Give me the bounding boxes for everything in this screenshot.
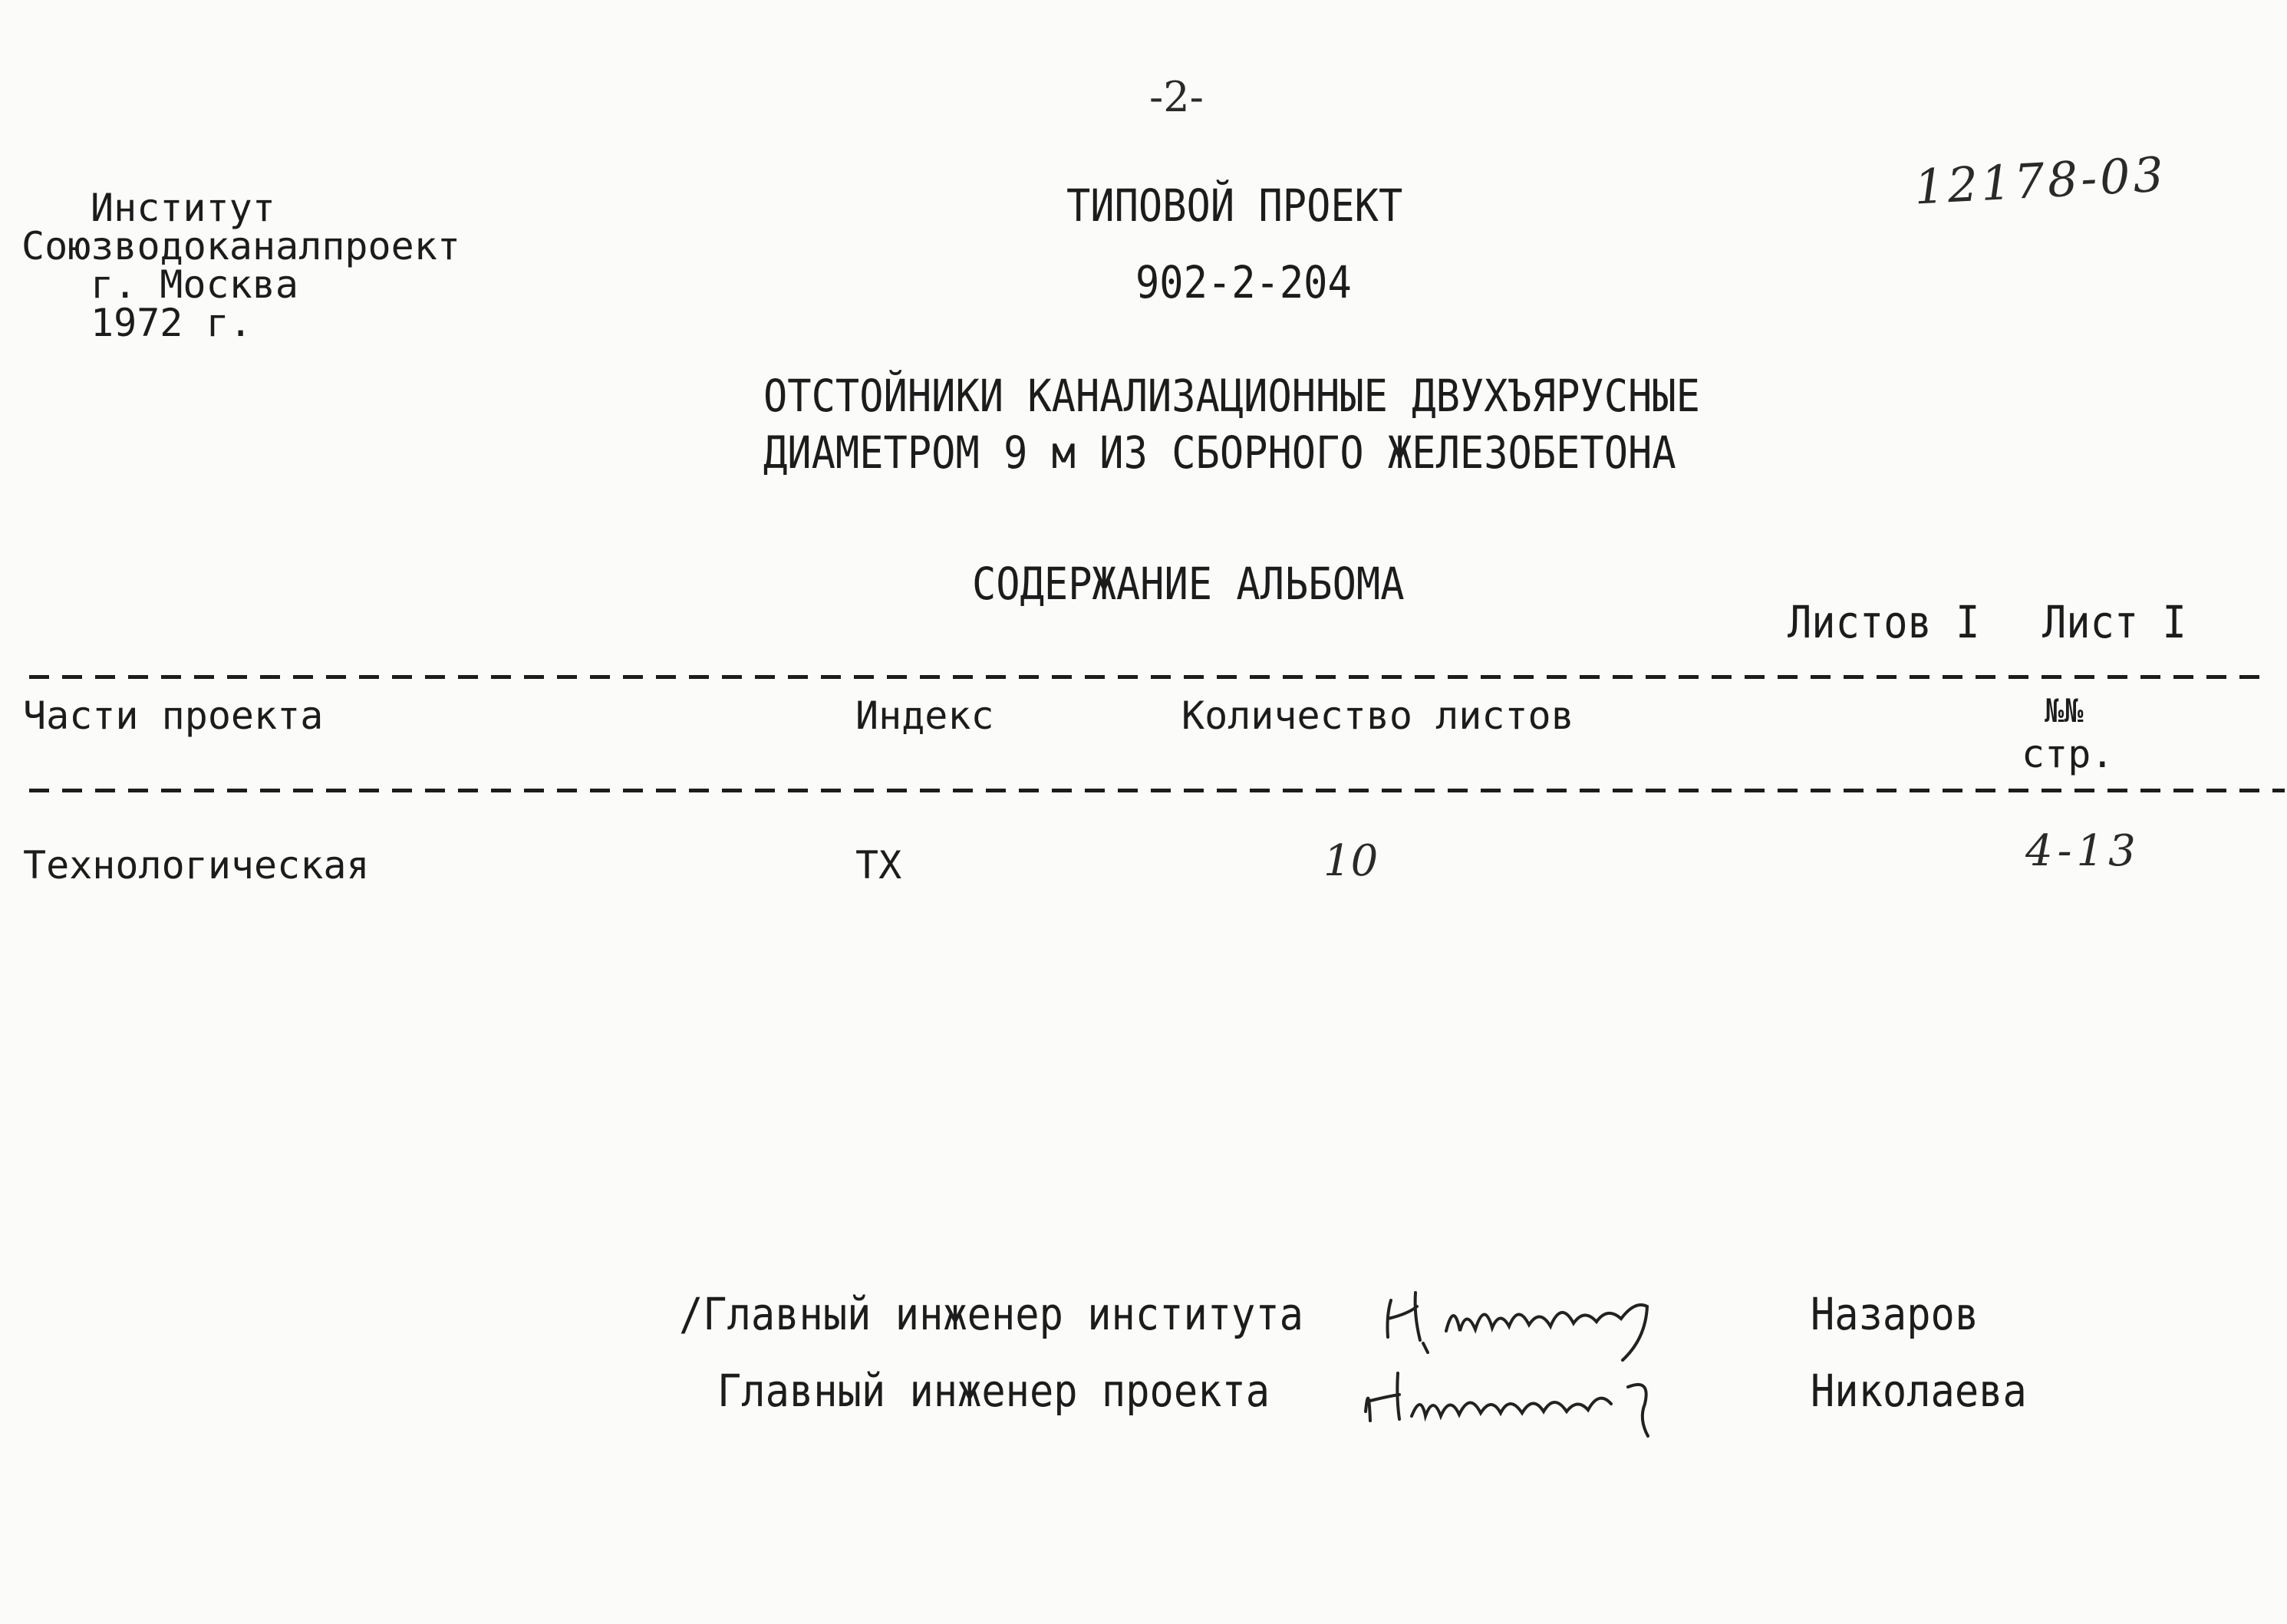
column-header-pages-no: №№ [2045, 692, 2084, 730]
table-top-rule [29, 675, 2263, 679]
signer-name-project: Николаева [1811, 1365, 2027, 1418]
institute-city: г. Москва [91, 262, 298, 307]
project-title-line2: ДИАМЕТРОМ 9 м ИЗ СБОРНОГО ЖЕЛЕЗОБЕТОНА [763, 427, 1676, 479]
signature-project [1350, 1350, 1672, 1442]
column-header-part: Части проекта [23, 693, 324, 738]
signature-role-institute: /Главный инженер института [679, 1289, 1303, 1341]
sheets-total: Листов I [1788, 597, 1980, 649]
project-number: 902-2-204 [1135, 257, 1352, 309]
row-part: Технологическая [23, 843, 370, 888]
row-pages: 4-13 [2025, 826, 2140, 876]
institute-label: Институт [91, 186, 275, 230]
institute-name: Союзводоканалпроект [21, 224, 460, 268]
project-title-line1: ОТСТОЙНИКИ КАНАЛИЗАЦИОННЫЕ ДВУХЪЯРУСНЫЕ [763, 371, 1700, 423]
table-header-rule [29, 789, 2285, 792]
sheet-current: Лист I [2042, 597, 2186, 649]
contents-heading: СОДЕРЖАНИЕ АЛЬБОМА [972, 558, 1405, 611]
column-header-index: Индекс [855, 693, 994, 738]
project-type-label: ТИПОВОЙ ПРОЕКТ [1066, 180, 1403, 232]
signer-name-institute: Назаров [1811, 1289, 1979, 1341]
signature-role-project: Главный инженер проекта [717, 1365, 1270, 1418]
row-sheet-count: 10 [1323, 836, 1379, 886]
institute-year: 1972 г. [91, 301, 252, 345]
page-number: -2- [1149, 73, 1204, 121]
row-index: ТХ [855, 843, 902, 888]
column-header-sheet-count: Количество листов [1181, 693, 1574, 738]
column-header-pages-str: стр. [2022, 732, 2114, 776]
archive-number: 12178-03 [1913, 146, 2168, 216]
signature-institute [1377, 1270, 1676, 1362]
